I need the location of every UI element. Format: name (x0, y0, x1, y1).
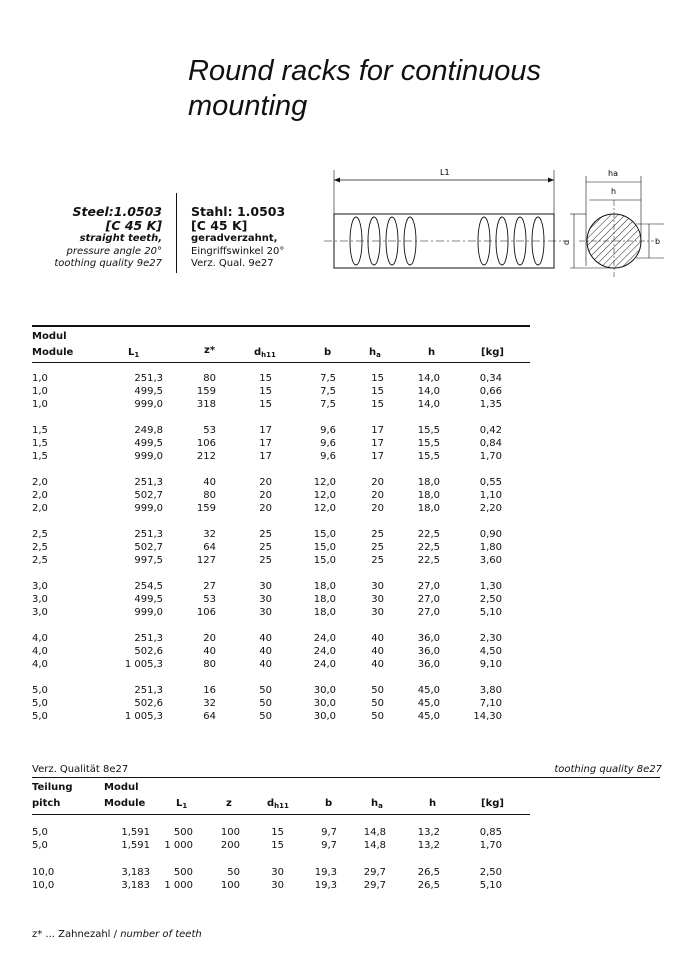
dim-h: h (611, 187, 617, 196)
t2-cell-L1: 500 (173, 867, 193, 878)
t1-cell-b: 15,0 (313, 555, 336, 566)
t2-cell-d: 15 (271, 827, 284, 838)
t1-cell-kg: 5,10 (479, 607, 502, 618)
t1-cell-h: 15,5 (417, 438, 440, 449)
t1-cell-h: 27,0 (417, 594, 440, 605)
quality-en: toothing quality 9e27 (54, 258, 162, 269)
t2-cell-ha: 29,7 (363, 880, 386, 891)
t1-cell-z: 20 (203, 633, 216, 644)
t1-cell-modul: 1,5 (32, 438, 48, 449)
t1-cell-b: 7,5 (320, 386, 336, 397)
t2-hdr-L1: $L_1$ (176, 798, 188, 810)
t1-cell-L1: 499,5 (134, 438, 163, 449)
t1-cell-d: 20 (259, 490, 272, 501)
t1-cell-ha: 20 (371, 477, 384, 488)
t1-cell-ha: 15 (371, 386, 384, 397)
t2-cell-ha: 14,8 (363, 840, 386, 851)
t1-cell-L1: 499,5 (134, 386, 163, 397)
t1-cell-z: 80 (203, 373, 216, 384)
title-line-2: mounting (188, 90, 308, 122)
t1-cell-b: 24,0 (313, 646, 336, 657)
t1-cell-z: 159 (196, 503, 216, 514)
steel-en: Steel:1.0503 (72, 204, 162, 219)
t2-cell-pitch: 5,0 (32, 827, 48, 838)
t2-hdr-modul-de: Modul (104, 782, 139, 793)
t2-cell-kg: 2,50 (479, 867, 502, 878)
t1-cell-b: 18,0 (313, 594, 336, 605)
material-spec-de (191, 205, 285, 271)
t1-cell-modul: 5,0 (32, 698, 48, 709)
t2-cell-modul: 1,591 (121, 827, 150, 838)
t1-cell-z: 80 (203, 490, 216, 501)
t1-hdr-ha: $h_a$ (369, 347, 381, 359)
t1-cell-h: 45,0 (417, 685, 440, 696)
t1-cell-ha: 30 (371, 594, 384, 605)
pressure-de: Eingriffswinkel 20° (191, 245, 285, 257)
t1-cell-h: 14,0 (417, 373, 440, 384)
t2-hdr-h: h (429, 798, 437, 809)
t1-cell-L1: 251,3 (134, 529, 163, 540)
t1-cell-z: 212 (196, 451, 216, 462)
t1-cell-modul: 3,0 (32, 581, 48, 592)
t1-cell-d: 15 (259, 386, 272, 397)
t1-cell-b: 24,0 (313, 633, 336, 644)
t1-cell-kg: 0,34 (479, 373, 502, 384)
t1-cell-modul: 2,5 (32, 555, 48, 566)
t1-cell-L1: 251,3 (134, 685, 163, 696)
t1-cell-modul: 1,0 (32, 386, 48, 397)
t2-cell-pitch: 10,0 (32, 880, 55, 891)
quality-de: Verz. Qual. 9e27 (191, 258, 274, 269)
grade-en: [C 45 K] (105, 218, 162, 233)
t1-hdr-modul-de: Modul (32, 331, 67, 342)
t1-cell-h: 45,0 (417, 698, 440, 709)
t1-cell-d: 30 (259, 607, 272, 618)
t1-hdr-h: h (428, 347, 436, 358)
t1-cell-h: 22,5 (417, 555, 440, 566)
t1-cell-modul: 3,0 (32, 594, 48, 605)
t2-cell-kg: 5,10 (479, 880, 502, 891)
t2-cell-z: 200 (220, 840, 240, 851)
t1-cell-h: 22,5 (417, 542, 440, 553)
t1-cell-kg: 0,55 (479, 477, 502, 488)
t1-cell-kg: 1,80 (479, 542, 502, 553)
t1-cell-d: 30 (259, 594, 272, 605)
t1-cell-h: 27,0 (417, 607, 440, 618)
t1-cell-L1: 502,7 (134, 490, 163, 501)
t2-cell-pitch: 10,0 (32, 867, 55, 878)
t1-cell-ha: 25 (371, 529, 384, 540)
t1-cell-kg: 1,30 (479, 581, 502, 592)
t1-cell-ha: 20 (371, 490, 384, 501)
grade-de: [C 45 K] (191, 218, 248, 233)
t2-hdr-b: b (325, 798, 333, 809)
t1-cell-d: 25 (259, 529, 272, 540)
t1-cell-L1: 502,6 (134, 646, 163, 657)
t1-cell-kg: 1,70 (479, 451, 502, 462)
t1-cell-ha: 17 (371, 425, 384, 436)
t1-cell-modul: 5,0 (32, 711, 48, 722)
teeth-de: geradverzahnt, (191, 233, 278, 244)
t2-cell-h: 13,2 (417, 840, 440, 851)
dim-d: d (562, 239, 571, 245)
t1-cell-ha: 17 (371, 451, 384, 462)
t1-cell-kg: 9,10 (479, 659, 502, 670)
t1-cell-L1: 999,0 (134, 451, 163, 462)
t1-cell-z: 64 (203, 711, 216, 722)
t2-cell-d: 30 (271, 867, 284, 878)
t1-cell-modul: 2,0 (32, 477, 48, 488)
t2-cell-L1: 500 (173, 827, 193, 838)
t1-cell-L1: 499,5 (134, 594, 163, 605)
t2-cell-modul: 3,183 (121, 880, 150, 891)
t1-cell-ha: 50 (371, 698, 384, 709)
t2-cell-z: 50 (227, 867, 240, 878)
t1-cell-b: 7,5 (320, 373, 336, 384)
t1-cell-modul: 5,0 (32, 685, 48, 696)
t1-cell-modul: 4,0 (32, 646, 48, 657)
t1-cell-z: 106 (196, 607, 216, 618)
t2-cell-modul: 3,183 (121, 867, 150, 878)
t1-cell-ha: 40 (371, 646, 384, 657)
t1-cell-kg: 4,50 (479, 646, 502, 657)
t1-cell-d: 40 (259, 659, 272, 670)
t2-hdr-d: $d_{h11}$ (267, 798, 289, 810)
t1-cell-modul: 1,5 (32, 425, 48, 436)
t1-hdr-z: z* (204, 345, 216, 356)
t1-cell-h: 36,0 (417, 633, 440, 644)
t1-cell-L1: 1 005,3 (124, 659, 163, 670)
t1-cell-modul: 2,5 (32, 529, 48, 540)
t1-cell-modul: 4,0 (32, 633, 48, 644)
t1-cell-b: 12,0 (313, 503, 336, 514)
t1-cell-kg: 1,10 (479, 490, 502, 501)
t2-hdr-z: z (226, 798, 232, 809)
t1-cell-d: 20 (259, 503, 272, 514)
t1-cell-b: 15,0 (313, 529, 336, 540)
table2-top-rule (32, 777, 660, 778)
t1-cell-z: 159 (196, 386, 216, 397)
material-spec-en (54, 205, 162, 271)
t1-cell-kg: 3,60 (479, 555, 502, 566)
t1-cell-modul: 2,0 (32, 503, 48, 514)
t1-cell-h: 27,0 (417, 581, 440, 592)
t1-cell-z: 32 (203, 529, 216, 540)
t1-cell-z: 53 (203, 594, 216, 605)
t2-hdr-teilung: Teilung (32, 782, 73, 793)
t1-cell-modul: 3,0 (32, 607, 48, 618)
t1-cell-L1: 502,6 (134, 698, 163, 709)
t1-cell-h: 36,0 (417, 646, 440, 657)
t2-cell-L1: 1 000 (164, 840, 193, 851)
t1-cell-ha: 30 (371, 581, 384, 592)
dim-b: b (655, 237, 661, 246)
material-divider (176, 193, 177, 273)
t1-cell-b: 18,0 (313, 607, 336, 618)
t1-cell-kg: 0,90 (479, 529, 502, 540)
t1-cell-ha: 15 (371, 399, 384, 410)
t1-hdr-L1: $L_1$ (128, 347, 140, 359)
t1-cell-kg: 14,30 (473, 711, 502, 722)
t2-cell-h: 26,5 (417, 880, 440, 891)
t1-cell-kg: 7,10 (479, 698, 502, 709)
t1-cell-L1: 251,3 (134, 477, 163, 488)
t2-hdr-ha: $h_a$ (371, 798, 383, 810)
t1-cell-L1: 502,7 (134, 542, 163, 553)
t1-cell-h: 14,0 (417, 399, 440, 410)
t1-cell-kg: 0,42 (479, 425, 502, 436)
t1-cell-ha: 30 (371, 607, 384, 618)
table2-header-rule (32, 814, 530, 815)
footnote (32, 929, 202, 940)
t1-cell-L1: 251,3 (134, 373, 163, 384)
t1-cell-b: 9,6 (320, 425, 336, 436)
t2-cell-h: 26,5 (417, 867, 440, 878)
t2-hdr-kg: [kg] (481, 798, 504, 809)
t2-cell-pitch: 5,0 (32, 840, 48, 851)
t2-cell-kg: 0,85 (479, 827, 502, 838)
t1-cell-z: 64 (203, 542, 216, 553)
t1-cell-d: 50 (259, 711, 272, 722)
t1-cell-L1: 997,5 (134, 555, 163, 566)
t1-cell-d: 15 (259, 399, 272, 410)
t1-cell-kg: 2,30 (479, 633, 502, 644)
steel-de: Stahl: 1.0503 (191, 204, 286, 219)
t2-cell-b: 9,7 (321, 840, 337, 851)
t1-cell-z: 40 (203, 646, 216, 657)
t1-cell-kg: 1,35 (479, 399, 502, 410)
t1-cell-b: 9,6 (320, 451, 336, 462)
t1-cell-L1: 254,5 (134, 581, 163, 592)
t1-cell-d: 15 (259, 373, 272, 384)
t1-cell-ha: 40 (371, 633, 384, 644)
t2-hdr-pitch: pitch (32, 798, 61, 809)
page-title (188, 54, 541, 124)
t2-cell-kg: 1,70 (479, 840, 502, 851)
t1-hdr-b: b (324, 347, 332, 358)
t1-cell-ha: 17 (371, 438, 384, 449)
t2-cell-z: 100 (220, 827, 240, 838)
t1-cell-L1: 999,0 (134, 399, 163, 410)
t1-cell-modul: 2,0 (32, 490, 48, 501)
t1-cell-h: 45,0 (417, 711, 440, 722)
t1-cell-h: 36,0 (417, 659, 440, 670)
t2-cell-z: 100 (220, 880, 240, 891)
t2-hdr-modul-en: Module (104, 798, 146, 809)
t2-cell-d: 30 (271, 880, 284, 891)
dim-L1: L1 (440, 168, 450, 177)
t1-cell-z: 106 (196, 438, 216, 449)
t1-cell-kg: 2,50 (479, 594, 502, 605)
t1-cell-d: 25 (259, 555, 272, 566)
t1-cell-z: 40 (203, 477, 216, 488)
t1-cell-b: 9,6 (320, 438, 336, 449)
t1-cell-ha: 50 (371, 685, 384, 696)
t1-cell-L1: 249,8 (134, 425, 163, 436)
t2-cell-b: 19,3 (314, 880, 337, 891)
t1-cell-d: 17 (259, 425, 272, 436)
t1-cell-d: 17 (259, 451, 272, 462)
t2-cell-h: 13,2 (417, 827, 440, 838)
t1-cell-b: 30,0 (313, 711, 336, 722)
t2-cell-b: 19,3 (314, 867, 337, 878)
t1-cell-b: 7,5 (320, 399, 336, 410)
t1-cell-h: 18,0 (417, 490, 440, 501)
t1-cell-L1: 999,0 (134, 607, 163, 618)
t2-cell-ha: 14,8 (363, 827, 386, 838)
t1-cell-z: 53 (203, 425, 216, 436)
teeth-en: straight teeth, (79, 233, 162, 244)
t1-cell-d: 20 (259, 477, 272, 488)
t2-quality-de: Verz. Qualität 8e27 (32, 764, 129, 775)
footnote-de: z* ... Zahnezahl / (32, 929, 117, 940)
t1-cell-modul: 2,5 (32, 542, 48, 553)
t1-cell-L1: 251,3 (134, 633, 163, 644)
t2-cell-modul: 1,591 (121, 840, 150, 851)
t1-cell-modul: 1,0 (32, 373, 48, 384)
t1-cell-kg: 3,80 (479, 685, 502, 696)
t1-cell-b: 12,0 (313, 490, 336, 501)
t1-cell-ha: 40 (371, 659, 384, 670)
t1-cell-z: 16 (203, 685, 216, 696)
t1-hdr-kg: [kg] (481, 347, 504, 358)
t2-cell-L1: 1 000 (164, 880, 193, 891)
t1-cell-z: 32 (203, 698, 216, 709)
t1-cell-b: 24,0 (313, 659, 336, 670)
footnote-en: number of teeth (120, 929, 202, 940)
t1-cell-b: 30,0 (313, 685, 336, 696)
t1-cell-h: 15,5 (417, 451, 440, 462)
t1-cell-kg: 2,20 (479, 503, 502, 514)
rack-drawing (324, 162, 674, 277)
t1-cell-h: 15,5 (417, 425, 440, 436)
t1-cell-d: 17 (259, 438, 272, 449)
t1-cell-z: 318 (196, 399, 216, 410)
t1-cell-d: 30 (259, 581, 272, 592)
title-line-1: Round racks for continuous (188, 55, 542, 87)
t1-cell-ha: 25 (371, 555, 384, 566)
t2-cell-d: 15 (271, 840, 284, 851)
t1-cell-h: 18,0 (417, 503, 440, 514)
t1-cell-d: 50 (259, 685, 272, 696)
table1-header-rule (32, 362, 530, 363)
t1-cell-modul: 4,0 (32, 659, 48, 670)
t2-cell-b: 9,7 (321, 827, 337, 838)
t1-cell-modul: 1,5 (32, 451, 48, 462)
t1-hdr-modul-en: Module (32, 347, 74, 358)
t1-cell-ha: 50 (371, 711, 384, 722)
t2-cell-ha: 29,7 (363, 867, 386, 878)
t1-cell-h: 14,0 (417, 386, 440, 397)
t1-cell-b: 30,0 (313, 698, 336, 709)
table1-top-rule (32, 325, 530, 327)
pressure-en: pressure angle 20° (66, 245, 162, 257)
t1-cell-z: 127 (196, 555, 216, 566)
t1-cell-L1: 999,0 (134, 503, 163, 514)
t1-cell-d: 25 (259, 542, 272, 553)
t1-cell-kg: 0,84 (479, 438, 502, 449)
t1-cell-ha: 20 (371, 503, 384, 514)
t1-cell-z: 27 (203, 581, 216, 592)
t1-cell-h: 18,0 (417, 477, 440, 488)
t2-quality-en: toothing quality 8e27 (554, 764, 662, 775)
t1-cell-b: 12,0 (313, 477, 336, 488)
t1-cell-d: 40 (259, 633, 272, 644)
t1-cell-b: 15,0 (313, 542, 336, 553)
t1-cell-ha: 15 (371, 373, 384, 384)
t1-cell-modul: 1,0 (32, 399, 48, 410)
t1-cell-kg: 0,66 (479, 386, 502, 397)
t1-cell-ha: 25 (371, 542, 384, 553)
t1-cell-L1: 1 005,3 (124, 711, 163, 722)
t1-cell-z: 80 (203, 659, 216, 670)
t1-cell-h: 22,5 (417, 529, 440, 540)
t1-cell-d: 40 (259, 646, 272, 657)
t1-cell-d: 50 (259, 698, 272, 709)
dim-ha: ha (608, 169, 618, 178)
t1-hdr-d: $d_{h11}$ (254, 347, 276, 359)
t1-cell-b: 18,0 (313, 581, 336, 592)
